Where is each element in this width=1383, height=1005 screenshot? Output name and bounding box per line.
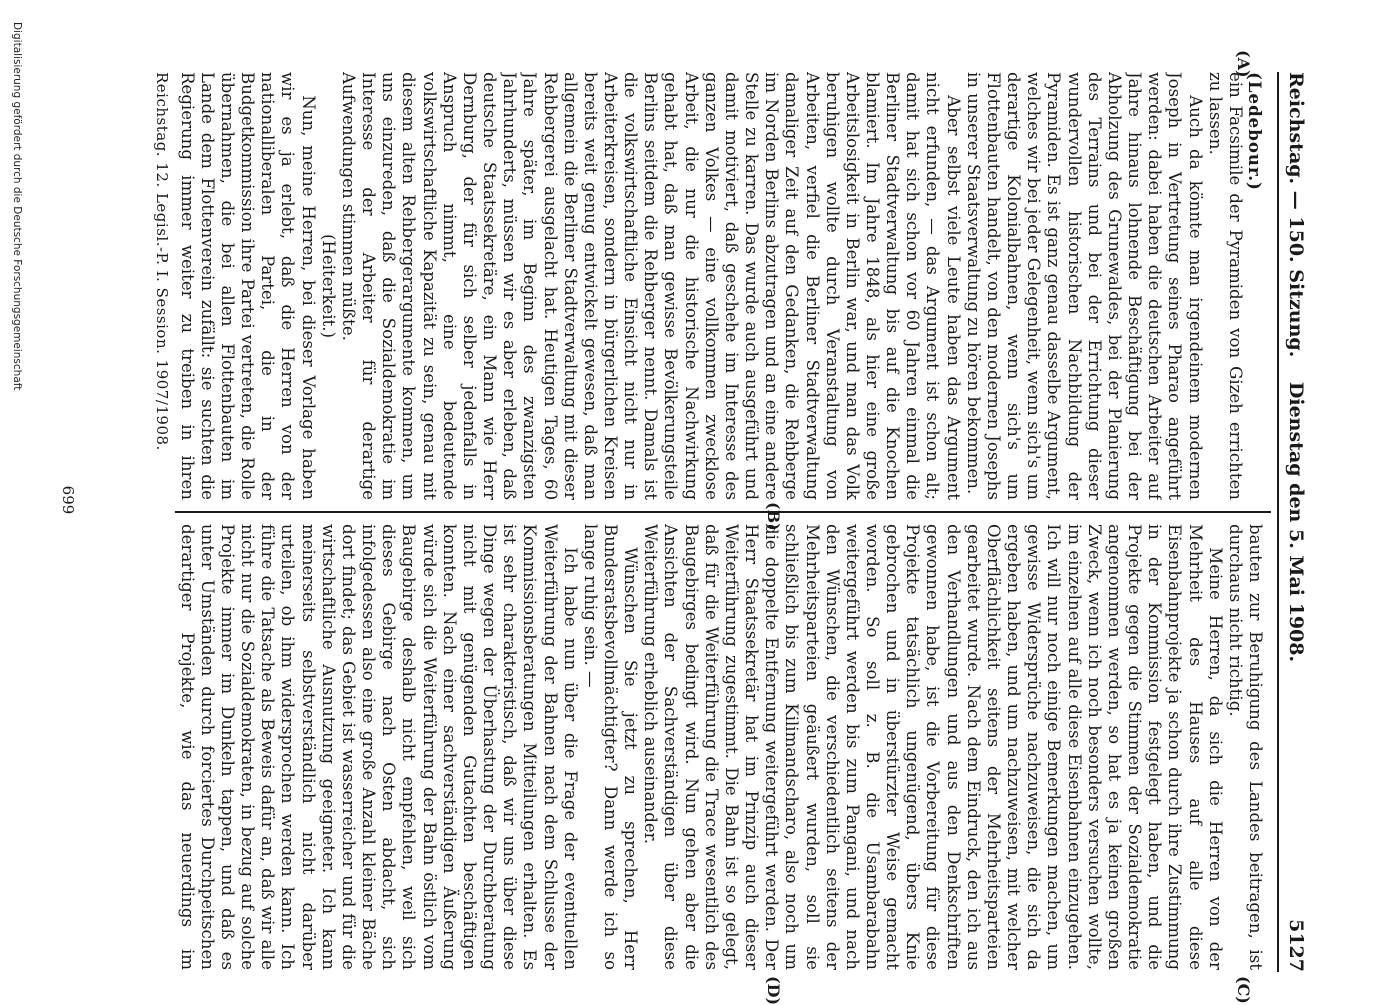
margin-mark-a: (A) [1234, 50, 1253, 78]
page-header [1277, 72, 1319, 972]
header-page-number: 5127 [1285, 919, 1307, 972]
column-divider [175, 511, 1271, 513]
paragraph: Nun, meine Herren, bei dieser Vorlage haben wir es ja erlebt, daß die Herren von der nationalliberalen Partei, die in der Budgetkommission ihre Partei vertreten, die Rolle übernahmen, die bei allen Flottenbauten im Lande dem Flottenverein zufällt: sie suchten die Regierung immer weiter zu treiben in ihren [177, 72, 318, 500]
paragraph: Wünschen Sie jetzt zu sprechen, Herr Bundesratsbevollmächtigter? Dann werde ich so lange ruhig sein. — [580, 524, 641, 970]
paragraph: Ich habe nun über die Frage der eventuellen Weiterführung der Bahnen nach dem Schlusse der Kommissionsberatungen Mitteilungen erhalten. Es ist sehr charakteristisch, daß wir uns über diese Dinge wegen der Überhastung der Durchberatung nicht mit genügenden Gutachten beschäftigen konnten. Nach einer sachverständigen Äußerung würde sich die Weiterführung der Bahn östlich vom Baugebirge deshalb nicht empfehlen, weil sich dieses Gebirge nach Osten abdacht, sich infolgedessen also eine große Anzahl kleiner Bäche dort findet; das Gebiet ist wasserreicher und für die wirtschaftliche Ausnutzung geeigneter. Ich kann meinerseits selbstverständlich nicht darüber urteilen, ob ihm widersprochen werden kann. Ich führe die Tatsache als Beweis dafür an, daß wir alle nicht nur die Sozialdemokraten, in bezug auf solche Projekte immer im Dunkeln tappen, und daß es unter Umständen durch forciertes Durchpeitschen derartiger Projekte, wie das neuerdings im [177, 524, 580, 970]
credit-text: Digitalisierung gefördert durch die Deutsche Forschungsgemeinschaft [11, 22, 23, 391]
header-date: Dienstag den 5. Mai 1908. [1285, 381, 1307, 663]
speaker-name: (Ledebour.) [1245, 72, 1265, 191]
paragraph: Meine Herren, da sich die Herren von der Mehrheit des Hauses auf alle diese Eisenbahnprojekte ja schon durch ihre Zustimmung in der Kommission festgelegt haben, und die Projekte gegen die Stimmen der Sozialdemokratie angenommen werden, so hat es ja keinen großen Zweck, wenn ich noch besonders versuchen wollte, im einzelnen auf alle diese Eisenbahnen einzugehen. Ich will nur noch einige Bemerkungen machen, um gewisse Widersprüche nachzuweisen, die sich da ergeben haben, und um nachzuweisen, mit welcher Oberflächlichkeit seitens der Mehrheitsparteien gearbeitet wurde. Nach dem Eindruck, den ich aus den Verhandlungen und aus den Denkschriften gewonnen habe, ist die Vorbereitung für diese Projekte tatsächlich ungenügend, übers Knie gebrochen und in überstürzter Weise gemacht worden. So soll z. B. die Usambarabahn weitergeführt werden bis zum Pangani, und nach den Wünschen, die verschiedentlich seitens der Mehrheitsparteien geäußert wurden, soll sie schließlich bis zum Kilimandscharo, also noch um die doppelte Entfernung weitergeführt werden. Der Herr Staatssekretär hat im Prinzip auch dieser Weiterführung zugestimmt. Die Bahn ist so gelegt, daß für die Weiterführung die Trace wesentlich des Baugebirges bedingt wird. Nun gehen aber die Ansichten der Sachverständigen über diese Weiterführung erheblich auseinander. [641, 524, 1225, 970]
paragraph: Aber selbst viele Leute haben das Argument nicht erfunden, — das Argument ist schon alt; damit hat sich schon vor 60 Jahren einmal die Berliner Stadtverwaltung bis auf die Knochen blamiert. Im Jahre 1848, als hier eine große Arbeitslosigkeit in Berlin war, und man das Volk beruhigen wollte durch Veranstaltung von Arbeiten, verfiel die Berliner Stadtverwaltung damaliger Zeit auf den Gedanken, die Rehberge im Norden Berlins abzutragen und an eine andere Stelle zu karren. Das wurde auch ausgeführt und damit motiviert, daß geschehe im Interesse des ganzen Volkes — eine vollkommen zwecklose Arbeit, die nur die historische Nachwirkung gehabt hat, daß man gewisse Bevölkerungsteile Berlins seitdem die Rehberger nennt. Damals ist die volkswirtschaftliche Einsicht nicht nur in Arbeiterkreisen, sondern in bürgerlichen Kreisen bereits weit genug entwickelt gewesen, daß man allgemein die Berliner Stadtverwaltung mit dieser Rehbergerei ausgelacht hat. Heutigen Tages, 60 Jahre später, im Beginn des zwanzigsten Jahrhunderts, müssen wir es aber erleben, daß deutsche Staatssekretäre, ein Mann wie Herr Dernburg, der für sich selber jedenfalls in Anspruch nimmt, eine bedeutende volkswirtschaftliche Kapazität zu sein, genau mit diesem alten Rehbergerargumente kommen, um uns einzureden, daß die Sozialdemokratie im Interesse der Arbeiter für derartige Aufwendungen stimmen müßte. [338, 72, 963, 500]
left-column [175, 72, 1265, 500]
paragraph: Auch da könnte man irgendeinem modernen Joseph in Vertretung seines Pharao angeführt werden: dabei haben die deutschen Arbeiter auf Jahre hinaus lohnende Beschäftigung bei der Abholzung des Grunewaldes, bei der Planierung des Terrains und bei der Errichtung dieser wundervollen historischen Nachbildung der Pyramiden. Es ist ganz genau dasselbe Argument, welches wir bei jeder Gelegenheit, wenn sich's um derartige Kolonialbahnen, wenn sich's um Flottenbauten handelt, von den modernen Josephs in unserer Staatsverwaltung zu hören bekommen. [963, 72, 1205, 500]
right-column [175, 524, 1265, 970]
header-session: Reichstag. — 150. Sitzung. [1285, 72, 1307, 358]
interjection: (Heiterkeit.) [318, 233, 338, 339]
paragraph: bauten zur Beruhigung des Landes beitragen, ist durchaus nicht richtig. [1225, 524, 1265, 970]
margin-mark-b: (B) [764, 502, 783, 531]
footer-citation: Reichstag. 12. Legisl.-P. I. Session. 1907/1908. [153, 72, 171, 451]
margin-mark-c: (C) [1234, 976, 1253, 1004]
page-number: 699 [59, 485, 77, 515]
margin-mark-d: (D) [764, 976, 783, 1005]
paragraph: ein Facsimile der Pyramiden von Gizeh errichten zu lassen. [1205, 72, 1245, 500]
